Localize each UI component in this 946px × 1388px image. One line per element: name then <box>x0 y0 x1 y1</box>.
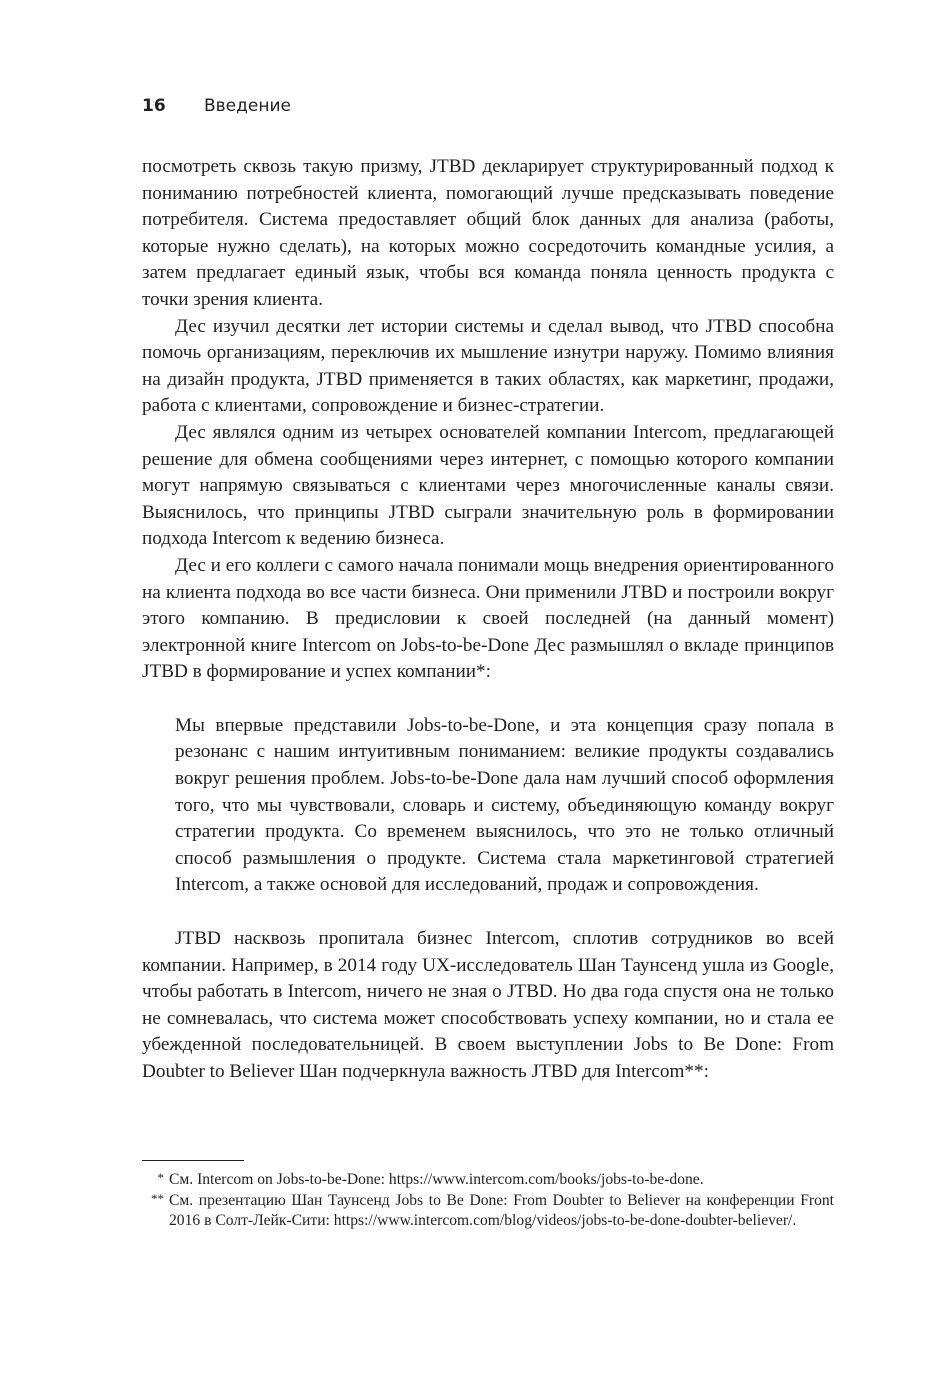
footnote-text: См. презентацию Шан Таунсенд Jobs to Be Done: From Doubter to Believer на конференции Front 2016 в Солт-Лейк-Сити: https://www.intercom.com/blog/videos/jobs-to-be-done-doubter-believer/. <box>169 1191 834 1229</box>
block-quote: Мы впервые представили Jobs-to-be-Done, и эта концепция сразу попала в резонанс с нашим интуитивным пониманием: великие продукты создавались вокруг решения проблем. Jobs-to-be-Done дала нам лучший способ оформления того, что мы чувствовали, словарь и систему, объединяющую команду вокруг стратегии продукта. Со временем выяснилось, что это не только отличный способ размышления о продукте. Система стала маркетинговой стратегией Intercom, а также основой для исследований, продаж и сопровождения. <box>175 714 834 896</box>
footnote <box>142 1191 834 1232</box>
footnote-divider <box>142 1160 244 1161</box>
body-text <box>142 154 834 1086</box>
chapter-title: Введение <box>204 96 291 116</box>
footnote <box>142 1170 834 1191</box>
paragraph-continued: посмотреть сквозь такую призму, JTBD декларирует структурированный подход к пониманию потребностей клиента, помогающий лучше предсказывать поведение потребителя. Система предоставляет общий блок данных для анализа (работы, которые нужно сделать), на которых можно сосредоточить командные усилия, а затем предлагает единый язык, чтобы вся команда поняла ценность продукта с точки зрения клиента. <box>142 156 834 310</box>
page-number: 16 <box>142 96 166 116</box>
paragraph: Дес и его коллеги с самого начала понимали мощь внедрения ориентированного на клиента подхода во все части бизнеса. Они применили JTBD и построили вокруг этого компанию. В предисловии к своей последней (на данный момент) электронной книге Intercom on Jobs-to-be-Done Дес размышлял о вкладе принципов JTBD в формирование и успех компании*: <box>142 554 834 683</box>
footnote-mark: * <box>157 1170 164 1185</box>
footnote-mark: ** <box>151 1190 164 1206</box>
paragraph: Дес изучил десятки лет истории системы и сделал вывод, что JTBD способна помочь организациям, переключив их мышление изнутри наружу. Помимо влияния на дизайн продукта, JTBD применяется в таких областях, как маркетинг, продажи, работа с клиентами, сопровождение и бизнес-стратегии. <box>142 315 834 417</box>
footnote-text: См. Intercom on Jobs-to-be-Done: https://www.intercom.com/books/jobs-to-be-done. <box>169 1171 704 1188</box>
paragraph: Дес являлся одним из четырех основателей компании Intercom, предлагающей решение для обмена сообщениями через интернет, с помощью которого компании могут напрямую связываться с клиентами через многочисленные каналы связи. Выяснилось, что принципы JTBD сыграли значительную роль в формировании подхода Intercom к ведению бизнеса. <box>142 421 834 550</box>
footnotes <box>142 1170 834 1232</box>
running-head <box>142 94 291 118</box>
paragraph: JTBD насквозь пропитала бизнес Intercom, сплотив сотрудников во всей компании. Например, в 2014 году UX-исследователь Шан Таунсенд ушла из Google, чтобы работать в Intercom, ничего не зная о JTBD. Но два года спустя она не только не сомневалась, что система может способствовать успеху компании, но и стала ее убежденной последовательницей. В своем выступлении Jobs to Be Done: From Doubter to Believer Шан подчеркнула важность JTBD для Intercom**: <box>142 928 834 1082</box>
